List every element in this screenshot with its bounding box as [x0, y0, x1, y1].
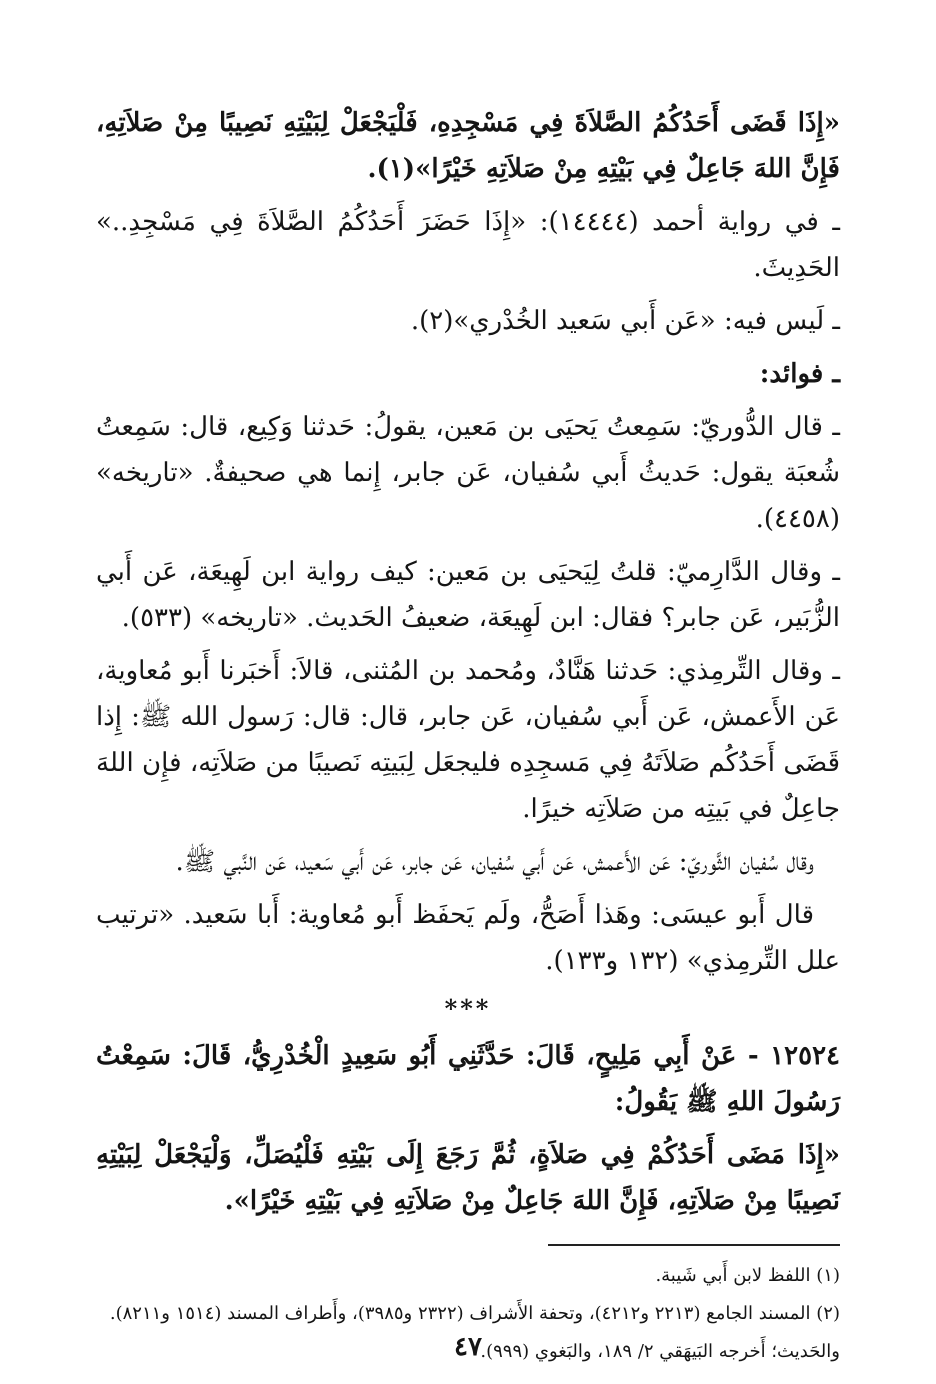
footnote-1: (١) اللفظ لابن أَبي شَيبة.	[655, 1265, 840, 1286]
benefits-heading: ـ فوائد:	[759, 359, 840, 389]
footnote-2: (٢) المسند الجامع (٢٢١٣ و٤٢١٢)، وتحفة الأَشراف (٢٣٢٢ و٣٩٨٥)، وأَطراف المسند (١٥١٤ و٨٢١١).	[109, 1303, 840, 1324]
footnote-divider	[548, 1244, 840, 1246]
narration-note-ahmad: ـ في رواية أحمد (١٤٤٤٤): «إِذَا حَضَرَ أَحَدُكُمُ الصَّلاَةَ فِي مَسْجِدِ..» الحَدِيثَ.	[96, 207, 841, 283]
hadith-text-12524: «إِذَا مَضَى أَحَدُكُمْ فِي صَلاَةٍ، ثُمَّ رَجَعَ إِلَى بَيْتِهِ فَلْيُصَلِّ، وَلْيَجْعَلْ لِبَيْتِهِ نَصِيبًا مِنْ صَلاَتِهِ، فَإِنَّ اللهَ جَاعِلٌ مِنْ صَلاَتِهِ فِي بَيْتِهِ خَيْرًا».	[96, 1140, 840, 1216]
benefit-duri: ـ قال الدُّوريّ: سَمِعتُ يَحيَى بن مَعين، يقولُ: حَدثنا وَكِيع، قال: سَمِعتُ شُعبَة يقول: حَديثُ أَبي سُفيان، عَن جابر، إِنما هي صحيفةٌ. «تاريخه» (٤٤٥٨).	[96, 412, 840, 534]
benefit-thawri: وقال سُفيان الثَّوريّ: عَن الأَعمش، عَن أَبي سُفيان، عَن جابر، عَن أَبي سَعيد، عَن النَّبي ﷺ.	[175, 847, 814, 877]
benefit-abu-isa: قال أَبو عيسَى: وهَذا أَصَحُّ، ولَم يَحفَظ أَبو مُعاوية: أَبا سَعيد. «ترتيب علل التِّرمِذي» (١٣٢ و١٣٣).	[96, 900, 840, 976]
section-separator: ***	[444, 994, 492, 1023]
narration-note-absent: ـ لَيس فيه: «عَن أَبي سَعيد الخُدْري»(٢).	[410, 306, 840, 336]
hadith-isnad-12524: ١٢٥٢٤ - عَنْ أَبِي مَلِيحٍ، قَالَ: حَدَّثَنِي أَبُو سَعِيدٍ الْخُدْرِيُّ، قَالَ: سَمِعْتُ رَسُولَ اللهِ ﷺ يَقُولُ:	[96, 1041, 840, 1117]
page-number: ٤٧	[454, 1332, 482, 1362]
footnote-2-continued: والحَديث؛ أَخرجه البَيهَقي ٢/ ١٨٩، والبَغوي (٩٩٩).	[480, 1341, 840, 1362]
benefit-darimi: ـ وقال الدَّارِميّ: قلتُ لِيَحيَى بن مَعين: كيف رواية ابن لَهِيعَة، عَن أَبي الزُّبَير، عَن جابر؟ فقال: ابن لَهِيعَة، ضعيفُ الحَديث. «تاريخه» (٥٣٣).	[96, 557, 840, 633]
hadith-text-1: «إِذَا قَضَى أَحَدُكُمُ الصَّلاَةَ فِي مَسْجِدِهِ، فَلْيَجْعَلْ لِبَيْتِهِ نَصِيبًا مِنْ صَلاَتِهِ، فَإِنَّ اللهَ جَاعِلٌ فِي بَيْتِهِ مِنْ صَلاَتِهِ خَيْرًا»(١).	[96, 108, 840, 184]
benefit-tirmidhi: ـ وقال التِّرمِذي: حَدثنا هَنَّادٌ، ومُحمد بن المُثنى، قالاَ: أَخبَرنا أَبو مُعاوية، عَن الأَعمش، عَن أَبي سُفيان، عَن جابر، قال: قال: رَسول الله ﷺ: إِذا قَضَى أَحَدُكُم صَلاَتَهُ فِي مَسجِدِه فليجعَل لِبَيتِه نَصيبًا من صَلاَتِه، فإِن اللهَ جاعِلٌ في بَيتِه من صَلاَتِه خيرًا.	[96, 656, 840, 824]
